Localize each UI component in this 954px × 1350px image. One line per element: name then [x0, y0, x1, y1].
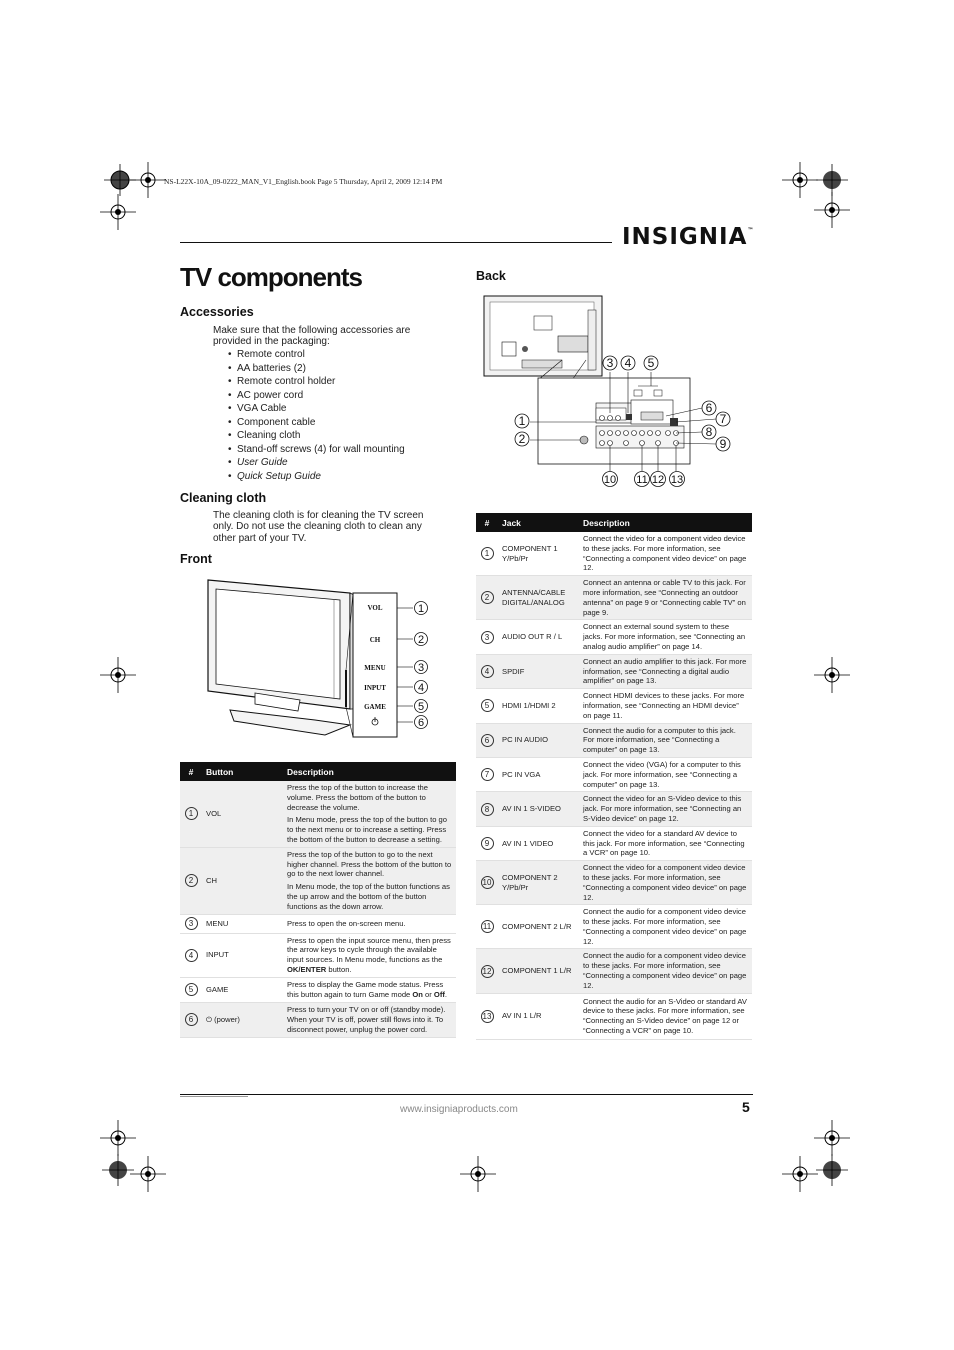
- table-row: [476, 689, 752, 723]
- button-description: Press to turn your TV on or off (standby mode). When your TV is off, power still flows into it. To disconnect power, unplug the power cord.: [283, 1002, 456, 1037]
- button-description: Press to open the on-screen menu.: [283, 914, 456, 933]
- table-row: [180, 933, 456, 977]
- accessory-item: • Remote control: [228, 349, 305, 360]
- table-row: [476, 654, 752, 688]
- crosshair-mark-icon: [128, 1154, 168, 1194]
- crosshair-mark-icon: [812, 190, 852, 230]
- jack-name: ANTENNA/CABLE DIGITAL/ANALOG: [498, 576, 579, 620]
- brand-name: INSIGNIA: [622, 224, 748, 250]
- panel-label-ch: CH: [369, 636, 381, 644]
- accessory-item: • Stand-off screws (4) for wall mounting: [228, 443, 405, 455]
- accessory-item: • Remote control holder: [228, 376, 336, 388]
- button-description: Press to display the Game mode status. Press this button again to turn Game mode On or Off.: [283, 977, 456, 1002]
- back-heading: Back: [476, 269, 506, 283]
- jack-description: Connect an antenna or cable TV to this jack. For more information, see “Connecting an outdoor antenna” on page 9 or “Connecting cable TV” on page 9.: [579, 576, 752, 620]
- row-number: 12: [481, 965, 494, 978]
- table-header-row: [476, 513, 752, 532]
- footer-website: www.insigniaproducts.com: [400, 1104, 518, 1115]
- footer-rule-accent: [180, 1096, 248, 1097]
- row-number: 1: [481, 547, 494, 560]
- jack-description: Connect the video for a component video device to these jacks. For more information, see “Connecting a component video device” on page 12.: [579, 532, 752, 576]
- table-row: [476, 905, 752, 949]
- table-row: [476, 757, 752, 791]
- jack-description: Connect the audio for a component video device to these jacks. For more information, see “Connecting a component video device” on page 12.: [579, 905, 752, 949]
- front-callout-1: 1: [417, 603, 425, 615]
- crosshair-mark-icon: [458, 1154, 498, 1194]
- column-header: Description: [579, 513, 752, 532]
- footer-rule: [180, 1094, 753, 1095]
- jack-description: Connect the video for a component video device to these jacks. For more information, see “Connecting a component video device” on page 12.: [579, 861, 752, 905]
- jack-name: PC IN AUDIO: [498, 723, 579, 757]
- table-row: [476, 620, 752, 654]
- trademark-sign: ™: [747, 227, 754, 234]
- jack-description: Connect the audio for a component video device to these jacks. For more information, see “Connecting a component video device” on page 12.: [579, 949, 752, 993]
- crosshair-mark-icon: [98, 655, 138, 695]
- button-name: MENU: [202, 914, 283, 933]
- row-number: 11: [481, 920, 494, 933]
- accessory-item: • Quick Setup Guide: [228, 470, 321, 482]
- button-description: Press the top of the button to go to the next higher channel. Press the bottom of the button to go to the next lower channel. In Menu mode, the top of the button functions as the up arrow and the bottom of the button functions as the down arrow.: [283, 847, 456, 914]
- row-number: 7: [481, 768, 494, 781]
- page-number: 5: [742, 1099, 750, 1115]
- jack-name: AUDIO OUT R / L: [498, 620, 579, 654]
- jack-description: Connect an audio amplifier to this jack. For more information, see “Connecting a digital audio amplifier” on page 13.: [579, 654, 752, 688]
- front-callout-3: 3: [417, 662, 425, 674]
- row-number: 2: [481, 591, 494, 604]
- row-number: 2: [185, 874, 198, 887]
- back-callout-1: 1: [518, 414, 526, 428]
- row-number: 6: [185, 1013, 198, 1026]
- crosshair-mark-icon: [98, 192, 138, 232]
- tv-back-illustration: [476, 288, 756, 493]
- page-title: TV components: [180, 262, 363, 292]
- row-number: 9: [481, 837, 494, 850]
- jack-name: AV IN 1 S-VIDEO: [498, 792, 579, 826]
- table-row: [476, 723, 752, 757]
- accessory-item: • User Guide: [228, 457, 288, 469]
- table-row: [476, 949, 752, 993]
- accessories-intro: Make sure that the following accessories are provided in the packaging:: [213, 325, 411, 348]
- front-callout-2: 2: [417, 634, 425, 646]
- row-number: 8: [481, 803, 494, 816]
- back-callout-2: 2: [518, 432, 526, 446]
- power-icon: ⏻: [206, 1014, 213, 1024]
- jack-description: Connect the audio for a computer to this jack. For more information, see “Connecting a computer” on page 13.: [579, 723, 752, 757]
- jack-description: Connect HDMI devices to these jacks. For more information, see “Connecting an HDMI device” on page 11.: [579, 689, 752, 723]
- accessories-heading: Accessories: [180, 305, 254, 319]
- button-name: GAME: [202, 977, 283, 1002]
- print-header: NS-L22X-10A_09-0222_MAN_V1_English.book Page 5 Thursday, April 2, 2009 12:14 PM: [164, 177, 443, 186]
- jack-name: AV IN 1 VIDEO: [498, 826, 579, 860]
- accessory-item: • AC power cord: [228, 389, 304, 401]
- row-number: 10: [481, 876, 494, 889]
- jack-name: COMPONENT 1 L/R: [498, 949, 579, 993]
- cleaning-heading: Cleaning cloth: [180, 491, 267, 505]
- jack-description: Connect the video for a standard AV device to this jack. For more information, see “Connecting a VCR” on page 10.: [579, 826, 752, 860]
- row-number: 3: [481, 631, 494, 644]
- jack-name: SPDIF: [498, 654, 579, 688]
- jack-description: Connect the video (VGA) for a computer to this jack. For more information, see “Connecting a computer” on page 13.: [579, 757, 752, 791]
- jack-description: Connect the audio for an S-Video or standard AV device to these jacks. For more information, see “Connecting an S-Video device” on page 12 or “Connecting a VCR” on page 10.: [579, 993, 752, 1039]
- table-header-row: [180, 762, 456, 781]
- table-row: [180, 1002, 456, 1037]
- accessory-item: • Component cable: [228, 416, 316, 428]
- jack-name: PC IN VGA: [498, 757, 579, 791]
- column-header: Button: [202, 762, 283, 781]
- cleaning-text: The cleaning cloth is for cleaning the TV screen only. Do not use the cleaning cloth to clean any other part of your TV.: [213, 510, 424, 544]
- button-description: Press to open the input source menu, then press the arrow keys to cycle through the available input sources. In Menu mode, functions as the OK/ENTER button.: [283, 933, 456, 977]
- tv-front-illustration: [200, 575, 440, 740]
- button-name: ⏻ (power): [202, 1002, 283, 1037]
- front-callout-4: 4: [417, 682, 425, 694]
- jack-description: Connect an external sound system to these jacks. For more information, see “Connecting an analog audio amplifier” on page 14.: [579, 620, 752, 654]
- back-callout-4: 4: [624, 356, 632, 370]
- table-row: [180, 781, 456, 847]
- row-number: 3: [185, 917, 198, 930]
- row-number: 5: [185, 983, 198, 996]
- column-header: #: [476, 513, 498, 532]
- panel-label-input: INPUT: [364, 684, 386, 692]
- jack-name: COMPONENT 1 Y/Pb/Pr: [498, 532, 579, 576]
- back-callout-3: 3: [606, 356, 614, 370]
- header-rule: [180, 242, 612, 243]
- back-callout-12: 12: [651, 474, 665, 486]
- back-callout-11: 11: [636, 474, 648, 486]
- column-header: Description: [283, 762, 456, 781]
- row-number: 6: [481, 734, 494, 747]
- registration-mark-icon: [812, 1150, 852, 1190]
- back-callout-10: 10: [603, 474, 617, 486]
- column-header: #: [180, 762, 202, 781]
- front-callout-5: 5: [417, 701, 425, 713]
- row-number: 13: [481, 1010, 494, 1023]
- panel-label-vol: VOL: [367, 604, 383, 612]
- back-callout-6: 6: [705, 401, 713, 415]
- table-row: [476, 861, 752, 905]
- table-row: [180, 847, 456, 914]
- accessories-list: [228, 348, 405, 483]
- table-row: [180, 977, 456, 1002]
- table-row: [476, 993, 752, 1039]
- front-callout-6: 6: [417, 717, 425, 729]
- jack-name: COMPONENT 2 Y/Pb/Pr: [498, 861, 579, 905]
- button-name: CH: [202, 847, 283, 914]
- accessory-item: • Cleaning cloth: [228, 430, 301, 442]
- back-callout-8: 8: [705, 425, 713, 439]
- button-description: Press the top of the button to increase the volume. Press the bottom of the button to decrease the volume. In Menu mode, press the top of the button to go to the next menu or to increase a setting. Press the bottom of the button to decrease a setting.: [283, 781, 456, 847]
- table-row: [180, 914, 456, 933]
- front-buttons-table: [180, 762, 456, 1038]
- accessory-item: • AA batteries (2): [228, 362, 306, 374]
- jack-description: Connect the video for an S-Video device to this jack. For more information, see “Connecting an S-Video device” on page 12.: [579, 792, 752, 826]
- panel-label-game: GAME: [364, 703, 386, 711]
- table-row: [476, 792, 752, 826]
- table-row: [476, 532, 752, 576]
- row-number: 4: [481, 665, 494, 678]
- row-number: 5: [481, 699, 494, 712]
- row-number: 1: [185, 807, 198, 820]
- column-header: Jack: [498, 513, 579, 532]
- table-row: [476, 576, 752, 620]
- panel-label-menu: MENU: [364, 664, 386, 672]
- back-callout-13: 13: [670, 474, 684, 486]
- jack-name: COMPONENT 2 L/R: [498, 905, 579, 949]
- back-callout-5: 5: [647, 356, 655, 370]
- back-callout-7: 7: [719, 412, 727, 426]
- row-number: 4: [185, 949, 198, 962]
- back-callout-9: 9: [719, 437, 727, 451]
- jack-name: AV IN 1 L/R: [498, 993, 579, 1039]
- button-name: VOL: [202, 781, 283, 847]
- crosshair-mark-icon: [812, 655, 852, 695]
- jack-name: HDMI 1/HDMI 2: [498, 689, 579, 723]
- accessory-item: • VGA Cable: [228, 403, 287, 415]
- back-jacks-table: [476, 513, 752, 1040]
- table-row: [476, 826, 752, 860]
- brand-logo: [622, 224, 753, 250]
- front-heading: Front: [180, 552, 212, 566]
- button-name: INPUT: [202, 933, 283, 977]
